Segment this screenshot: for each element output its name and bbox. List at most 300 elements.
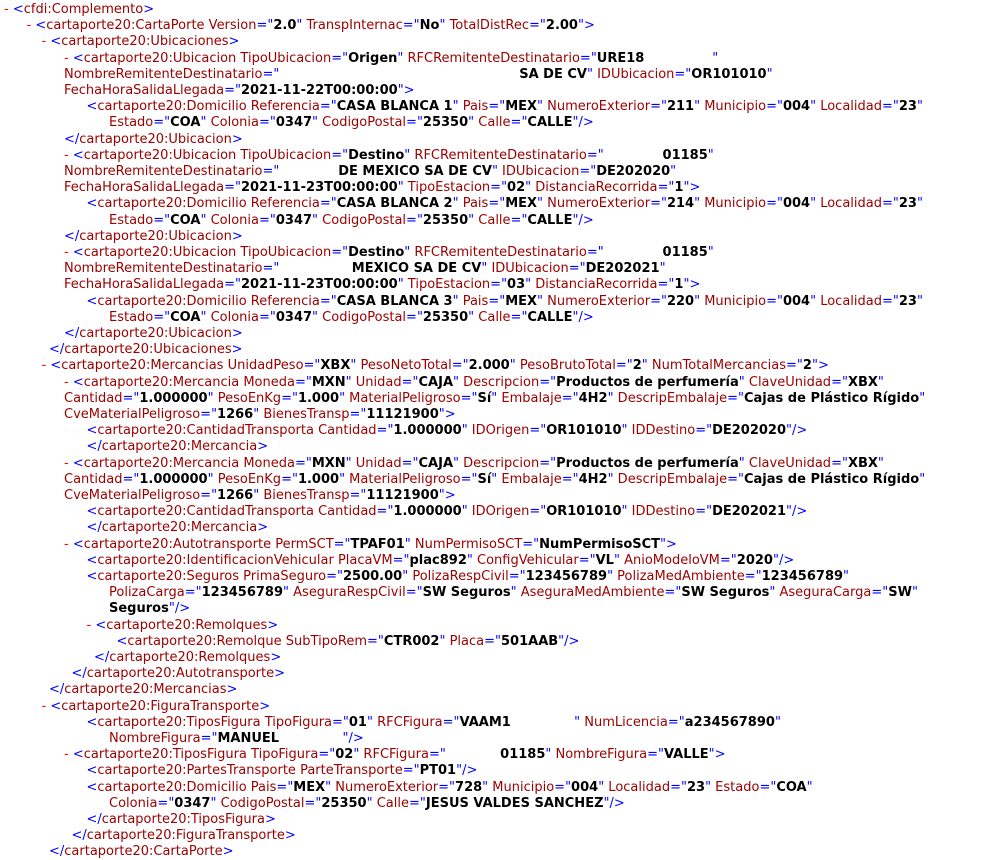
xml-attr-name: Referencia [246,99,320,115]
tag-bracket: </ [71,828,87,844]
xml-attr-value: 1.000 [297,471,340,487]
xml-attr-value: 1.000000 [393,423,462,439]
xml-quote: =" [650,196,667,212]
xml-quote: =" [650,293,667,309]
tag-bracket: /> [578,115,594,131]
xml-quote: " [491,390,498,406]
xml-quote: =" [719,552,737,568]
xml-quote: =" [281,390,298,406]
xml-attr-value: MEX [505,99,538,115]
xml-quote: " [366,714,373,730]
tag-bracket: </ [49,342,65,358]
xml-quote: " [545,747,552,763]
xml-attr-name: TotalDistRec [445,18,530,34]
xml-tag-name: cartaporte20:CartaPorte [46,18,205,34]
xml-quote: " [207,390,214,406]
xml-attr-name: Localidad [816,293,882,309]
xml-attr-name: Referencia [246,196,320,212]
xml-attr-name: Cantidad [313,423,377,439]
xml-quote: " [607,569,614,584]
xml-tag-name: cartaporte20:Autotransporte [83,536,272,552]
xml-tag-name: cartaporte20:Mercancias [61,358,224,374]
tag-bracket: < [116,633,128,649]
xml-attr-value: 2.000 [468,358,510,374]
xml-quote: =" [401,374,419,390]
xml-attr-value: DE202020 [712,423,787,439]
xml-attr-value: 004 [571,779,599,795]
tag-bracket: > [257,439,269,455]
xml-quote: " [296,18,303,34]
tag-bracket: </ [49,844,65,860]
xml-attr-value: MEXICO SA DE CV [279,261,482,277]
xml-attr-value: Seguros [109,601,169,617]
xml-attr-name: Municipio [488,779,555,795]
xml-attr-value: COA [170,212,201,228]
xml-attr-name: Colonia [206,115,259,131]
xml-line [87,812,276,828]
xml-attr-value: PT01 [419,763,457,779]
xml-line [64,472,925,488]
xml-attr-value: 2021-11-22T00:00:00 [240,83,398,98]
tag-bracket: </ [86,439,102,455]
xml-attr-name: Cantidad [64,390,123,406]
xml-attr-value: CASA BLANCA 2 [336,196,453,212]
xml-attr-name: RFCFigura [359,747,429,763]
xml-quote: " [572,115,579,131]
tag-bracket: < [86,552,98,568]
xml-quote: =" [401,455,419,471]
xml-quote: =" [256,18,274,34]
xml-quote: =" [184,585,202,601]
xml-line [64,132,243,148]
xml-line [64,326,243,342]
tag-bracket: /> [348,731,364,746]
xml-attr-value: TPAF01 [350,536,405,552]
xml-quote: " [452,99,459,115]
xml-attr-name: ParteTransporte [295,763,403,779]
xml-quote: =" [402,18,420,34]
xml-quote: =" [508,569,526,584]
xml-quote: =" [488,196,506,212]
xml-attr-name: FechaHoraSalidaLlegada [64,277,225,293]
xml-attr-value: 03 [507,277,526,293]
xml-attr-name: CodigoPostal [318,309,407,325]
xml-attr-name: RFCRemitenteDestinatario [410,147,587,163]
xml-quote: " [207,471,214,487]
xml-attr-name: DistanciaRecorrida [531,180,658,196]
xml-quote: =" [332,714,349,730]
xml-quote: " [810,293,817,309]
collapse-toggle-icon[interactable]: - [86,617,96,633]
xml-quote: " [694,99,701,115]
xml-attr-name: NombreFigura [109,731,201,746]
xml-quote: =" [318,747,336,763]
xml-line [42,699,271,715]
xml-attr-name: AnioModeloVM [619,552,720,568]
xml-quote: =" [349,488,367,503]
xml-attr-value: CTR002 [383,633,440,649]
xml-quote: " [810,99,817,115]
xml-quote: =" [647,747,664,763]
xml-quote: =" [262,261,280,277]
xml-quote: " [683,277,690,293]
xml-attr-value: 01185 [445,747,546,763]
xml-attr-name: Localidad [604,779,671,795]
xml-attr-value: MEX [293,779,326,795]
collapse-toggle-icon[interactable]: - [4,2,13,17]
tag-bracket: > [270,650,282,665]
xml-attr-name: CodigoPostal [318,115,407,131]
xml-attr-value: SW Seguros [681,585,770,601]
xml-attr-value: 1 [674,277,684,293]
xml-line [87,504,808,520]
xml-attr-value: SW Seguros [422,585,511,601]
xml-attr-name: AseguraMedAmbiente [516,585,665,601]
xml-tag-name: cartaporte20:IdentificacionVehicular [97,552,334,568]
collapse-toggle-icon[interactable]: - [26,18,36,34]
xml-tag-name: cfdi:Complemento [23,2,144,17]
tag-bracket: > [444,488,456,503]
xml-attr-name: Descripcion [458,455,540,471]
xml-quote: =" [657,180,675,196]
xml-attr-value: OR101010 [546,504,622,520]
xml-attr-name: Pais [246,779,277,795]
xml-line [87,553,795,569]
xml-quote: " [772,552,779,568]
xml-line [64,148,714,164]
tag-bracket: < [72,455,84,471]
xml-attr-name: Localidad [816,196,882,212]
xml-line [42,34,240,50]
xml-quote: " [482,779,489,795]
xml-attr-value: 23 [686,779,706,795]
xml-quote: " [877,374,884,390]
tag-bracket: /> [174,601,191,617]
xml-quote: " [312,212,319,228]
xml-attr-name: AseguraCarga [775,585,872,601]
xml-attr-name: TranspInternac [302,18,403,34]
xml-quote: =" [695,504,713,520]
xml-tag-name: cartaporte20:FiguraTransporte [61,698,260,714]
xml-quote: " [404,536,411,552]
xml-attr-value: a234567890 [684,714,775,730]
xml-line [4,2,154,18]
tag-bracket: > [143,2,155,17]
xml-attr-name: NombreRemitenteDestinatario [64,164,263,179]
tag-bracket: > [666,536,677,552]
xml-attr-name: TipoUbicacion [236,147,332,163]
xml-attr-name: PesoEnKg [213,471,282,487]
xml-attr-name: Calle [372,795,409,811]
xml-quote: " [613,552,620,568]
xml-quote: " [916,99,923,115]
tag-bracket: </ [86,520,102,536]
tag-bracket: < [86,423,98,439]
xml-attr-name: IDOrigen [467,504,530,520]
xml-quote: =" [670,779,687,795]
xml-line [42,358,829,374]
xml-quote: =" [294,374,312,390]
xml-attr-name: TipoUbicacion [236,245,332,260]
xml-tag-name: cartaporte20:Domicilio [97,196,247,212]
xml-quote: =" [667,714,685,730]
tag-bracket: > [231,228,243,244]
xml-quote: =" [406,309,423,325]
tag-bracket: > [231,326,243,341]
xml-attr-value: 004 [782,293,811,309]
xml-quote: " [366,795,373,811]
xml-attr-name: CveMaterialPeligroso [64,407,201,422]
collapse-toggle-icon[interactable]: - [64,455,73,471]
xml-attr-value: 23 [898,293,917,309]
xml-attr-value: 02 [507,180,526,196]
xml-attr-value: OR101010 [546,423,622,439]
xml-quote: " [572,309,579,325]
xml-quote: " [705,779,712,795]
tag-bracket: /> [778,552,795,568]
xml-quote: =" [442,714,460,730]
tag-bracket: > [259,698,271,714]
collapse-toggle-icon[interactable]: - [64,50,73,66]
xml-quote: " [468,115,475,131]
xml-attr-value: COA [170,115,201,131]
xml-attr-value: MEX [505,293,538,309]
xml-quote: " [708,747,715,763]
xml-line [94,650,281,666]
xml-quote: " [397,180,404,196]
xml-line [87,196,923,212]
xml-attr-name: ConfigVehicular [472,552,579,568]
xml-quote: " [283,585,290,601]
xml-quote: =" [510,115,528,131]
tag-bracket: </ [86,812,102,827]
tag-bracket: > [689,180,701,196]
xml-quote: =" [831,374,848,390]
xml-attr-value: NumPermisoSCT [539,536,661,552]
xml-attr-value: 23 [898,99,917,115]
collapse-toggle-icon[interactable]: - [41,358,51,374]
xml-quote: =" [392,552,410,568]
xml-attr-name: NombreRemitenteDestinatario [64,261,263,277]
xml-quote: =" [586,147,604,163]
xml-tag-name: cartaporte20:Mercancias [64,682,227,698]
xml-attr-value: 25350 [321,795,367,811]
collapse-toggle-icon[interactable]: - [64,147,73,163]
xml-attr-value: 123456789 [761,569,844,584]
tag-bracket: /> [578,212,594,228]
xml-quote: " [607,471,614,487]
tag-bracket: > [264,812,276,827]
xml-quote: =" [539,455,557,471]
xml-line [64,229,243,245]
xml-line [49,844,234,860]
xml-line [64,67,773,83]
xml-attr-value: 01 [348,714,367,730]
xml-quote: =" [331,50,349,66]
tag-bracket: < [72,245,84,260]
tag-bracket: > [444,407,456,422]
xml-line [64,488,456,504]
xml-quote: =" [460,471,478,487]
xml-attr-name: PlacaVM [333,552,393,568]
xml-quote: " [439,633,446,649]
xml-attr-name: FechaHoraSalidaLlegada [64,180,225,196]
xml-quote: =" [319,293,337,309]
xml-quote: " [342,731,349,746]
xml-quote: " [537,99,544,115]
xml-quote: =" [224,180,241,196]
xml-tag-name: cartaporte20:Ubicacion [79,326,232,341]
xml-quote: =" [200,407,218,422]
xml-attr-name: TipoEstacion [403,180,491,196]
xml-quote: =" [153,212,171,228]
xml-attr-value: 1.000 [297,390,340,406]
xml-attr-name: Version [204,18,257,34]
collapse-toggle-icon[interactable]: - [64,245,73,260]
xml-quote: " [404,245,411,260]
tag-bracket: < [72,747,84,763]
xml-attr-name: Municipio [700,196,767,212]
xml-attr-value: 23 [898,196,917,212]
xml-quote: " [659,261,666,277]
xml-tag-name: cartaporte20:Mercancia [83,374,240,390]
xml-attr-value: 2021-11-23T00:00:00 [240,180,398,196]
xml-quote: =" [579,50,597,66]
xml-attr-name: NumLicencia [580,714,668,730]
xml-attr-value: 004 [782,99,811,115]
xml-quote: " [453,455,459,471]
xml-tag-name: cartaporte20:Ubicacion [83,147,237,163]
xml-tag-name: cartaporte20:Remolques [106,617,268,633]
xml-quote: =" [490,277,508,293]
xml-tag-name: cartaporte20:TiposFigura [97,714,261,730]
xml-quote: =" [451,358,469,374]
xml-quote: =" [406,115,423,131]
xml-line [109,796,625,812]
xml-quote: " [574,714,581,730]
xml-quote: =" [766,196,783,212]
xml-quote: =" [882,293,899,309]
xml-attr-name: Cantidad [64,471,123,487]
xml-attr-value: DE202021 [585,261,660,277]
xml-attr-value: 25350 [422,115,469,131]
tag-bracket: > [284,828,296,844]
xml-attr-value: Sí [477,471,492,487]
xml-attr-value: 25350 [422,212,469,228]
xml-quote: =" [727,471,744,487]
xml-quote: =" [510,309,528,325]
xml-quote: " [916,196,923,212]
xml-quote: =" [438,779,456,795]
xml-attr-name: BienesTransp [259,488,350,503]
xml-line [64,51,718,67]
xml-line [64,407,456,423]
xml-quote: " [537,293,544,309]
xml-quote: " [312,309,319,325]
xml-quote: " [670,164,677,179]
xml-attr-value: CAJA [418,455,453,471]
tag-bracket: < [50,34,62,50]
xml-attr-value: Origen [348,50,398,66]
xml-line [87,423,808,439]
xml-quote: " [707,147,714,163]
xml-quote: =" [303,358,321,374]
xml-attr-value: 4H2 [578,390,608,406]
xml-quote: =" [376,423,394,439]
collapse-toggle-icon[interactable]: - [41,34,51,50]
xml-attr-name: Moneda [239,374,295,390]
xml-quote: =" [319,196,337,212]
xml-attr-name: IDOrigen [467,423,530,439]
xml-quote: =" [561,471,579,487]
xml-quote: " [461,423,468,439]
xml-quote: " [438,488,445,503]
xml-quote: " [586,66,593,82]
xml-quote: =" [561,390,579,406]
xml-tag-name: cartaporte20:Mercancia [101,520,258,536]
xml-attr-value: Cajas de Plástico Rígido [743,390,920,406]
xml-tag-name: cartaporte20:PartesTransporte [97,763,296,779]
xml-quote: " [811,358,818,374]
xml-attr-name: Municipio [700,99,767,115]
xml-attr-value: 2500.00 [343,569,403,584]
xml-attr-name: Calle [474,115,511,131]
xml-attr-value: 0347 [174,795,211,811]
xml-attr-value: COA [776,779,807,795]
xml-attr-value: 2.0 [273,18,297,34]
xml-tag-name: cartaporte20:Domicilio [97,99,247,115]
xml-attr-name: SubTipoRem [281,633,368,649]
xml-quote: =" [871,585,889,601]
tag-bracket: < [35,18,47,34]
xml-quote: =" [153,115,171,131]
xml-quote: " [253,407,260,422]
xml-attr-name: Unidad [351,374,402,390]
xml-tag-name: cartaporte20:Mercancia [101,439,258,455]
xml-quote: =" [224,277,241,293]
xml-attr-name: Pais [458,293,489,309]
xml-quote: " [210,795,217,811]
xml-attr-value: XBX [847,374,878,390]
xml-attr-name: FechaHoraSalidaLlegada [64,83,225,98]
xml-quote: " [774,714,781,730]
collapse-toggle-icon[interactable]: - [64,374,73,390]
xml-quote: " [397,50,404,66]
xml-quote: " [598,779,605,795]
xml-tag-name: cartaporte20:Ubicacion [79,228,232,244]
tag-bracket: /> [609,795,625,811]
collapse-toggle-icon[interactable]: - [41,698,51,714]
xml-attr-value: DE MEXICO SA DE CV [279,164,492,179]
xml-quote: =" [262,164,280,179]
xml-attr-name: TipoUbicacion [236,50,332,66]
xml-attr-name: PesoEnKg [213,390,282,406]
collapse-toggle-icon[interactable]: - [64,536,73,552]
xml-quote: =" [326,569,343,584]
xml-quote: " [786,504,793,520]
xml-quote: =" [759,779,777,795]
xml-line [117,634,580,650]
xml-attr-value: XBX [320,358,351,374]
xml-quote: " [738,455,745,471]
xml-quote: =" [766,99,783,115]
xml-tag-name: cartaporte20:CantidadTransporta [97,504,314,520]
tag-bracket: </ [64,228,80,244]
xml-attr-name: PrimaSeguro [239,569,327,584]
xml-quote: =" [331,245,349,260]
collapse-toggle-icon[interactable]: - [64,747,73,763]
xml-attr-name: Calle [474,309,511,325]
